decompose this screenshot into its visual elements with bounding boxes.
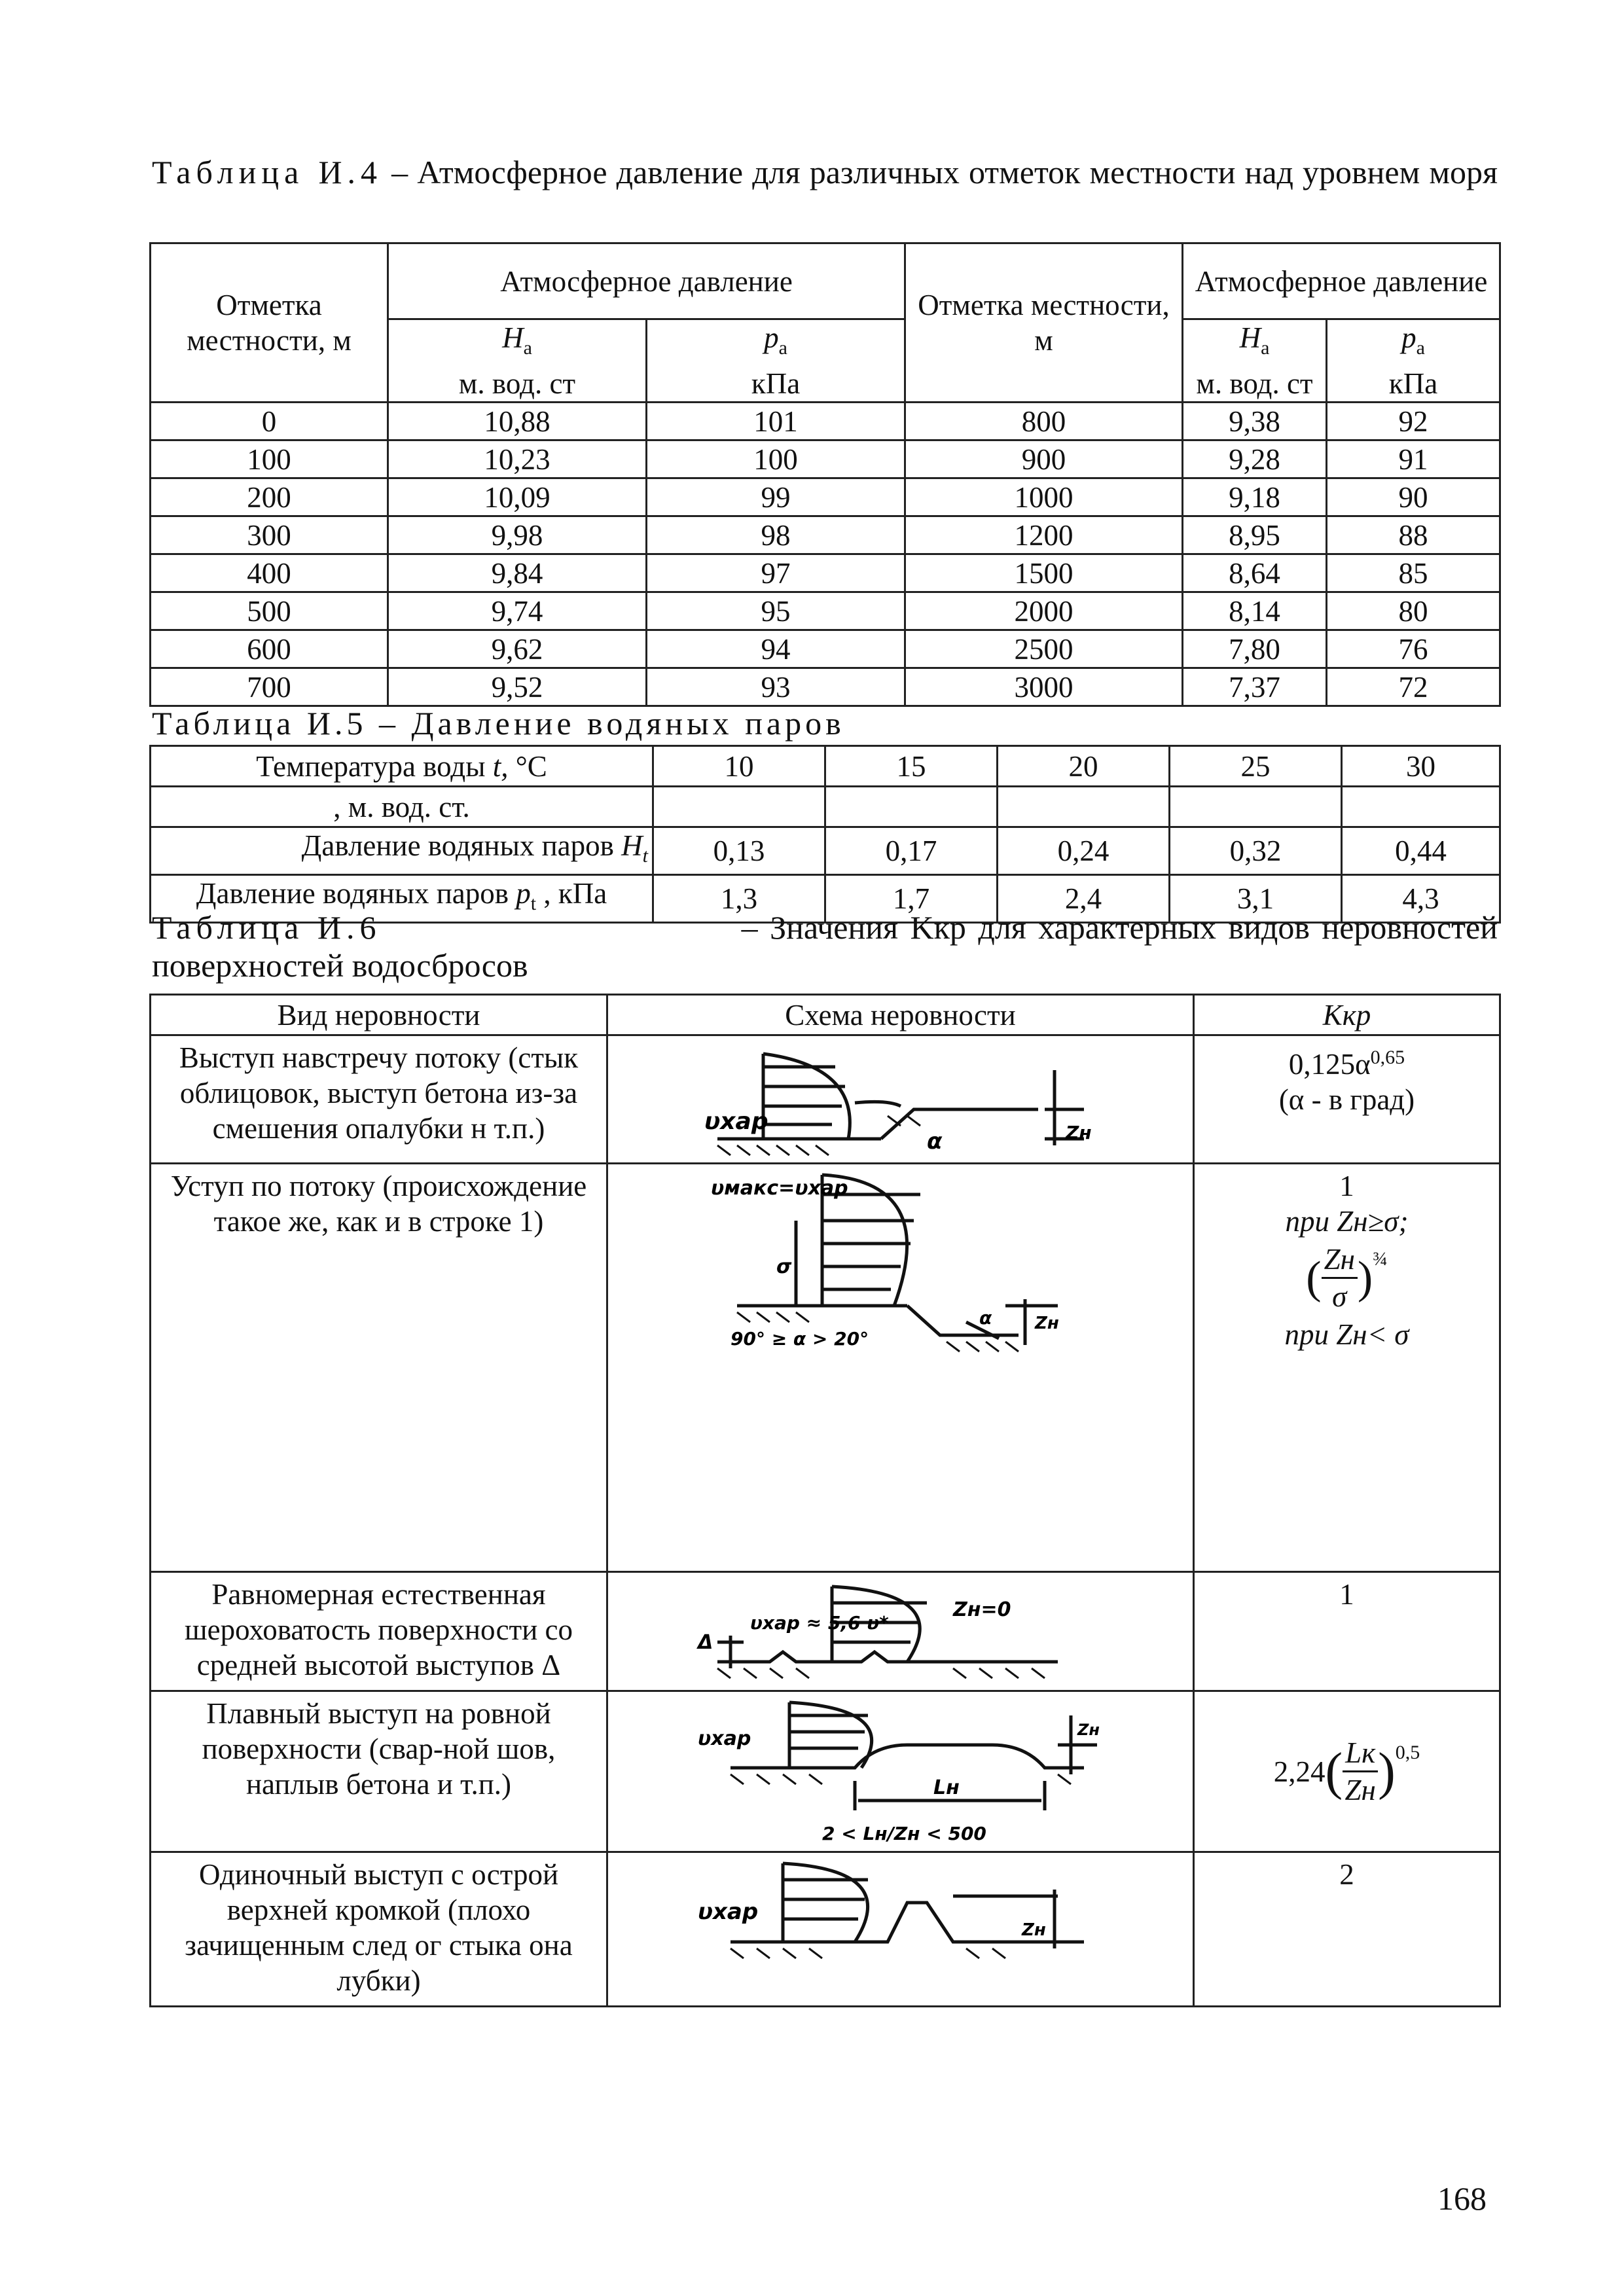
t4-cell: 92 bbox=[1327, 403, 1500, 440]
t6-head-kind: Вид неровности bbox=[151, 995, 607, 1035]
t4-cell: 600 bbox=[151, 630, 388, 668]
svg-text:90° ≥ α > 20°: 90° ≥ α > 20° bbox=[730, 1328, 869, 1350]
t4-cell: 7,37 bbox=[1183, 668, 1327, 706]
step-down-flow-diagram bbox=[691, 1168, 1110, 1358]
t4-cell: 1500 bbox=[905, 554, 1183, 592]
t5-pt-0: 1,3 bbox=[653, 875, 825, 923]
t4-head-pa-1: $p_а$ кПа bbox=[647, 319, 905, 403]
t4-cell: 95 bbox=[647, 592, 905, 630]
t4-head-pressure-2: Атмосферное давление bbox=[1183, 243, 1500, 319]
t4-cell: 2000 bbox=[905, 592, 1183, 630]
svg-text:Zн: Zн bbox=[1021, 1920, 1046, 1940]
t6-row4-kind: Плавный выступ на ровной поверхности (свар-ной шов, наплыв бетона и т.п.) bbox=[151, 1691, 607, 1852]
svg-text:Zн=0: Zн=0 bbox=[952, 1598, 1011, 1621]
t6-row1-scheme bbox=[607, 1035, 1194, 1164]
t4-head-Ha-1: $H_а$ м. вод. ст bbox=[388, 319, 647, 403]
t4-row bbox=[151, 403, 1500, 440]
t6-row2-k: 1 при Zн≥σ; ( Zн σ ) $^{\frac{3}{4}}$ при Zн< σ bbox=[1194, 1164, 1500, 1572]
t6-head-k: Kкр bbox=[1194, 995, 1500, 1035]
t6-row2-scheme bbox=[607, 1164, 1194, 1572]
t6-row5-scheme bbox=[607, 1852, 1194, 2007]
t6-row4-k: 2,24 ( Lк Zн ) $^{0,5}$ bbox=[1194, 1691, 1500, 1852]
svg-text:Lн: Lн bbox=[933, 1776, 960, 1799]
t4-cell: 99 bbox=[647, 478, 905, 516]
t4-cell: 97 bbox=[647, 554, 905, 592]
t4-cell: 8,95 bbox=[1183, 516, 1327, 554]
t6-row5-kind: Одиночный выступ с острой верхней кромкой (плохо зачищенным след ог стыка она лубки) bbox=[151, 1852, 607, 2007]
t4-cell: 9,18 bbox=[1183, 478, 1327, 516]
t5-ht-label: Давление водяных паров $H_t$ bbox=[151, 827, 653, 875]
t4-cell: 9,38 bbox=[1183, 403, 1327, 440]
svg-text:σ: σ bbox=[776, 1255, 791, 1278]
sharp-edge-protrusion-diagram bbox=[691, 1857, 1110, 1975]
t5-ht-4: 0,44 bbox=[1342, 827, 1500, 875]
t4-cell: 93 bbox=[647, 668, 905, 706]
uniform-roughness-diagram bbox=[691, 1577, 1110, 1681]
t6-row1-k: $0,125\alpha^{0,65}$ (α - в град) bbox=[1194, 1035, 1500, 1164]
t4-row bbox=[151, 592, 1500, 630]
t4-cell: 90 bbox=[1327, 478, 1500, 516]
t4-cell: 91 bbox=[1327, 440, 1500, 478]
table-i4 bbox=[149, 242, 1501, 707]
svg-text:Zн: Zн bbox=[1034, 1314, 1059, 1333]
svg-text:υхар: υхар bbox=[704, 1107, 768, 1135]
t4-cell: 8,14 bbox=[1183, 592, 1327, 630]
t4-cell: 85 bbox=[1327, 554, 1500, 592]
t4-cell: 9,74 bbox=[388, 592, 647, 630]
t4-cell: 0 bbox=[151, 403, 388, 440]
protrusion-against-flow-diagram bbox=[691, 1041, 1110, 1158]
t4-cell: 88 bbox=[1327, 516, 1500, 554]
t4-cell: 9,52 bbox=[388, 668, 647, 706]
t4-head-pressure-1: Атмосферное давление bbox=[388, 243, 905, 319]
t4-cell: 80 bbox=[1327, 592, 1500, 630]
t5-pt-label: Давление водяных паров $p_t$ , кПа bbox=[151, 875, 653, 923]
t4-head-Ha-2: $H_а$ м. вод. ст bbox=[1183, 319, 1327, 403]
t4-cell: 10,88 bbox=[388, 403, 647, 440]
t6-row3-kind: Равномерная естественная шероховатость поверхности со средней высотой выступов Δ bbox=[151, 1572, 607, 1691]
t4-cell: 10,23 bbox=[388, 440, 647, 478]
t6-row3-k: 1 bbox=[1194, 1572, 1500, 1691]
t5-pt-2: 2,4 bbox=[998, 875, 1170, 923]
t4-row bbox=[151, 554, 1500, 592]
t5-ht-1: 0,17 bbox=[825, 827, 998, 875]
t5-ht-0: 0,13 bbox=[653, 827, 825, 875]
svg-text:Zн: Zн bbox=[1065, 1121, 1092, 1143]
svg-text:υхар: υхар bbox=[697, 1727, 751, 1750]
t5-temp-4: 30 bbox=[1342, 746, 1500, 787]
smooth-bump-diagram bbox=[691, 1696, 1110, 1846]
t6-row4-scheme bbox=[607, 1691, 1194, 1852]
t5-temp-1: 15 bbox=[825, 746, 998, 787]
t4-cell: 500 bbox=[151, 592, 388, 630]
t5-temp-2: 20 bbox=[998, 746, 1170, 787]
t4-cell: 101 bbox=[647, 403, 905, 440]
t4-cell: 98 bbox=[647, 516, 905, 554]
svg-text:Δ: Δ bbox=[697, 1631, 713, 1654]
t5-ht-3: 0,32 bbox=[1170, 827, 1342, 875]
svg-text:2 < Lн/Zн < 500: 2 < Lн/Zн < 500 bbox=[821, 1823, 986, 1844]
t6-row5-k: 2 bbox=[1194, 1852, 1500, 2007]
table-i5-caption: Таблица И.5 – Давление водяных паров bbox=[152, 705, 845, 742]
table-i6 bbox=[149, 994, 1501, 2007]
table-i5 bbox=[149, 745, 1501, 924]
t4-cell: 9,98 bbox=[388, 516, 647, 554]
svg-text:α: α bbox=[926, 1128, 942, 1155]
t4-cell: 94 bbox=[647, 630, 905, 668]
t4-cell: 7,80 bbox=[1183, 630, 1327, 668]
t6-row1-kind: Выступ навстречу потоку (стык облицовок, выступ бетона из-за смешения опалубки н т.п.) bbox=[151, 1035, 607, 1164]
t4-row bbox=[151, 630, 1500, 668]
t4-cell: 9,84 bbox=[388, 554, 647, 592]
t6-row3-scheme bbox=[607, 1572, 1194, 1691]
t4-cell: 100 bbox=[647, 440, 905, 478]
t4-cell: 900 bbox=[905, 440, 1183, 478]
t4-row bbox=[151, 478, 1500, 516]
t4-row bbox=[151, 668, 1500, 706]
svg-text:α: α bbox=[979, 1307, 992, 1329]
svg-text:Zн: Zн bbox=[1077, 1721, 1100, 1739]
table-i4-caption: Таблица И.4 – Атмосферное давление для различных отметок местности над уровнем моря bbox=[152, 154, 1498, 190]
t4-cell: 72 bbox=[1327, 668, 1500, 706]
t6-row2-kind: Уступ по потоку (происхождение такое же, как и в строке 1) bbox=[151, 1164, 607, 1572]
t4-cell: 800 bbox=[905, 403, 1183, 440]
t4-head-elev-1: Отметка местности, м bbox=[151, 243, 388, 403]
t4-cell: 200 bbox=[151, 478, 388, 516]
t4-cell: 9,62 bbox=[388, 630, 647, 668]
t4-cell: 76 bbox=[1327, 630, 1500, 668]
page-number: 168 bbox=[1437, 2180, 1487, 2217]
t4-cell: 3000 bbox=[905, 668, 1183, 706]
t4-head-pa-2: $p_а$ кПа bbox=[1327, 319, 1500, 403]
t4-cell: 10,09 bbox=[388, 478, 647, 516]
t4-cell: 300 bbox=[151, 516, 388, 554]
t6-head-scheme: Схема неровности bbox=[607, 995, 1194, 1035]
t5-pt-4: 4,3 bbox=[1342, 875, 1500, 923]
t4-cell: 700 bbox=[151, 668, 388, 706]
t5-pt-1: 1,7 bbox=[825, 875, 998, 923]
t4-cell: 1200 bbox=[905, 516, 1183, 554]
t5-temp-label: Температура воды t, °С bbox=[151, 746, 653, 787]
t5-unit-row: , м. вод. ст. bbox=[151, 787, 653, 827]
t4-cell: 2500 bbox=[905, 630, 1183, 668]
t5-ht-2: 0,24 bbox=[998, 827, 1170, 875]
t4-row bbox=[151, 516, 1500, 554]
t5-temp-0: 10 bbox=[653, 746, 825, 787]
svg-text:υмакс=υхар: υмакс=υхар bbox=[710, 1177, 848, 1200]
t4-cell: 400 bbox=[151, 554, 388, 592]
t4-cell: 1000 bbox=[905, 478, 1183, 516]
t4-head-elev-2: Отметка местности, м bbox=[905, 243, 1183, 403]
table-i6-caption: Таблица И.6 – Значения Kкр для характерных видов неровностей поверхностей водосбросов bbox=[152, 909, 1498, 984]
t5-pt-3: 3,1 bbox=[1170, 875, 1342, 923]
svg-text:υхар ≈ 5,6 υ*: υхар ≈ 5,6 υ* bbox=[749, 1612, 889, 1634]
svg-text:υхар: υхар bbox=[697, 1899, 758, 1925]
t5-temp-3: 25 bbox=[1170, 746, 1342, 787]
t4-cell: 100 bbox=[151, 440, 388, 478]
t4-row bbox=[151, 440, 1500, 478]
t4-cell: 8,64 bbox=[1183, 554, 1327, 592]
t4-cell: 9,28 bbox=[1183, 440, 1327, 478]
